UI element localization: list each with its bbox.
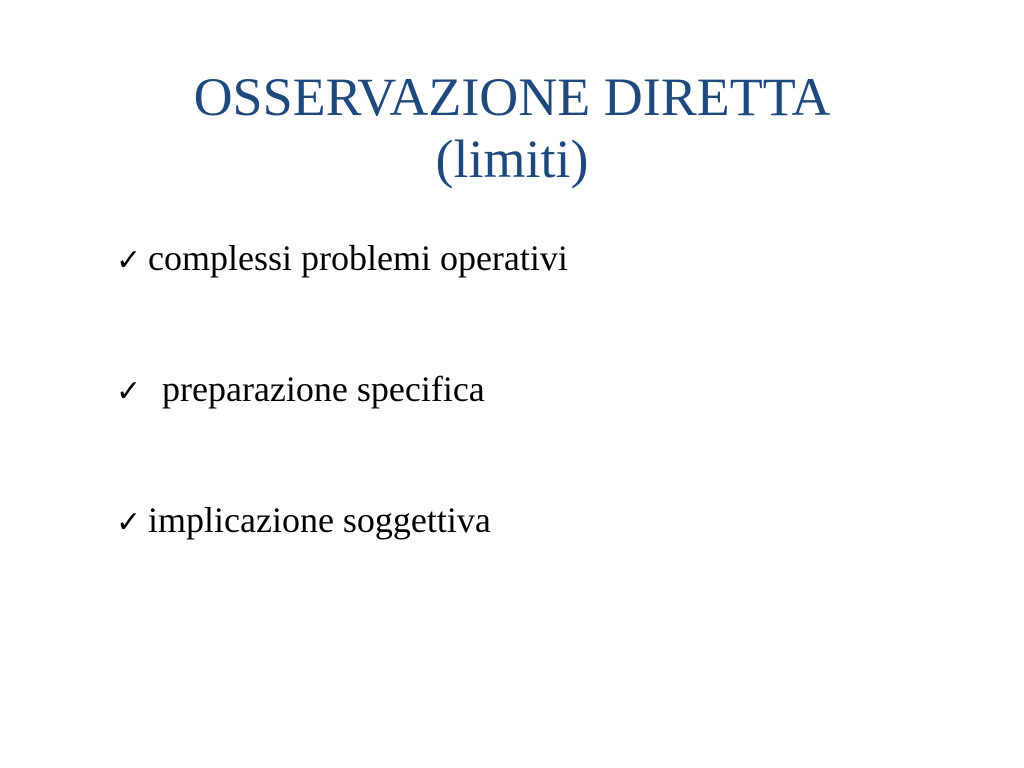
list-item — [116, 494, 976, 625]
bullet-text: preparazione specifica — [162, 369, 485, 409]
check-icon: ✓ — [116, 374, 142, 409]
bullet-text: implicazione soggettiva — [148, 500, 491, 540]
bullet-text: complessi problemi operativi — [148, 238, 568, 278]
list-item — [116, 232, 976, 363]
title-line-sub: (limiti) — [435, 129, 589, 189]
slide-title — [0, 66, 1024, 190]
list-item — [116, 363, 976, 494]
check-icon: ✓ — [116, 505, 142, 540]
check-icon: ✓ — [116, 243, 142, 278]
title-line-main: OSSERVAZIONE DIRETTA — [193, 67, 831, 127]
bullet-list — [116, 232, 976, 625]
